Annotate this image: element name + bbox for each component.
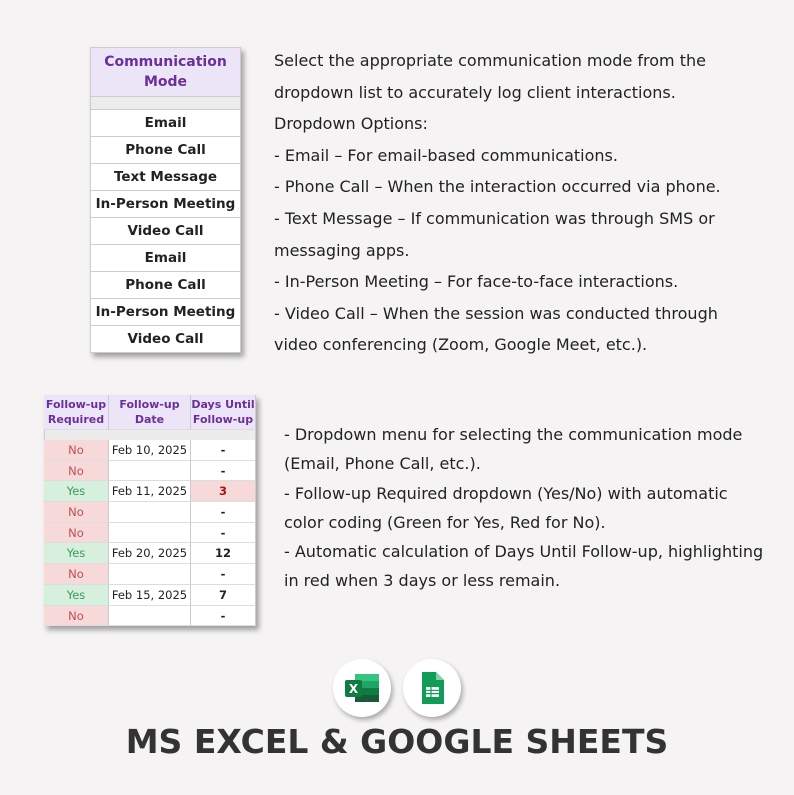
- text-line: - Email – For email-based communications.: [274, 145, 618, 165]
- days-until-cell: -: [191, 502, 256, 523]
- mode-cell[interactable]: Email: [90, 109, 241, 137]
- text-line: (Email, Phone Call, etc.).: [284, 454, 481, 474]
- text-line: - Video Call – When the session was conducted through: [274, 303, 718, 323]
- text-line: - Text Message – If communication was through SMS or: [274, 208, 715, 228]
- followup-required-cell[interactable]: No: [44, 606, 109, 627]
- days-until-cell: 7: [191, 585, 256, 606]
- followup-required-cell[interactable]: Yes: [44, 543, 109, 564]
- days-until-cell: -: [191, 564, 256, 585]
- text-line: dropdown list to accurately log client interactions.: [274, 82, 676, 102]
- followup-required-cell[interactable]: Yes: [44, 481, 109, 502]
- mode-cell[interactable]: Text Message: [90, 164, 241, 191]
- table-row: [44, 440, 256, 461]
- table-row: [44, 606, 256, 627]
- spacer-row: [44, 430, 256, 440]
- header-days-until: Days Until Follow-up: [191, 395, 256, 430]
- page-title: MS EXCEL & GOOGLE SHEETS: [125, 722, 669, 761]
- followup-required-cell[interactable]: No: [44, 502, 109, 523]
- features-description: [284, 420, 763, 596]
- text-line: video conferencing (Zoom, Google Meet, etc.).: [274, 335, 648, 355]
- mode-description: [274, 45, 721, 361]
- followup-table: [44, 395, 256, 626]
- followup-date-cell[interactable]: Feb 10, 2025: [109, 440, 191, 461]
- google-sheets-icon: [403, 659, 461, 717]
- table-row: [44, 461, 256, 482]
- header-followup-required: Follow-up Required: [44, 395, 109, 430]
- header-followup-date: Follow-up Date: [109, 395, 191, 430]
- mode-cell[interactable]: Phone Call: [90, 137, 241, 164]
- table-row: [44, 481, 256, 502]
- days-until-cell: -: [191, 461, 256, 482]
- followup-date-cell[interactable]: [109, 461, 191, 482]
- days-until-cell: -: [191, 606, 256, 627]
- text-line: - Follow-up Required dropdown (Yes/No) with automatic: [284, 483, 728, 503]
- days-until-cell: -: [191, 523, 256, 544]
- text-line: - Dropdown menu for selecting the communication mode: [284, 425, 743, 444]
- followup-date-cell[interactable]: Feb 15, 2025: [109, 585, 191, 606]
- excel-letter: X: [348, 682, 359, 696]
- text-line: - Automatic calculation of Days Until Follow-up, highlighting: [284, 542, 764, 562]
- days-until-cell: -: [191, 440, 256, 461]
- mode-cell[interactable]: In-Person Meeting: [90, 191, 241, 218]
- followup-date-cell[interactable]: [109, 502, 191, 523]
- mode-cell[interactable]: Email: [90, 245, 241, 272]
- followup-required-cell[interactable]: Yes: [44, 585, 109, 606]
- spacer-row: [90, 97, 241, 109]
- mode-cell[interactable]: Phone Call: [90, 272, 241, 299]
- text-line: messaging apps.: [274, 240, 410, 260]
- table-row: [44, 564, 256, 585]
- text-line: in red when 3 days or less remain.: [284, 571, 561, 591]
- followup-date-cell[interactable]: [109, 606, 191, 627]
- followup-required-cell[interactable]: No: [44, 440, 109, 461]
- table-row: [44, 502, 256, 523]
- text-line: color coding (Green for Yes, Red for No).: [284, 512, 606, 532]
- days-until-cell: 12: [191, 543, 256, 564]
- followup-date-cell[interactable]: [109, 523, 191, 544]
- excel-icon: [333, 659, 391, 717]
- table-row: [44, 585, 256, 606]
- followup-required-cell[interactable]: No: [44, 564, 109, 585]
- table-row: [44, 543, 256, 564]
- column-header: Communication Mode: [90, 47, 241, 97]
- followup-date-cell[interactable]: Feb 20, 2025: [109, 543, 191, 564]
- days-until-cell: 3: [191, 481, 256, 502]
- followup-date-cell[interactable]: Feb 11, 2025: [109, 481, 191, 502]
- text-line: Dropdown Options:: [274, 114, 428, 134]
- followup-date-cell[interactable]: [109, 564, 191, 585]
- text-line: - Phone Call – When the interaction occurred via phone.: [274, 177, 721, 197]
- text-line: Select the appropriate communication mode from the: [274, 51, 706, 70]
- mode-cell[interactable]: In-Person Meeting: [90, 299, 241, 326]
- text-line: - In-Person Meeting – For face-to-face interactions.: [274, 272, 679, 292]
- mode-cell[interactable]: Video Call: [90, 326, 241, 353]
- communication-mode-table: [90, 47, 241, 353]
- followup-required-cell[interactable]: No: [44, 461, 109, 482]
- table-row: [44, 523, 256, 544]
- followup-required-cell[interactable]: No: [44, 523, 109, 544]
- mode-cell[interactable]: Video Call: [90, 218, 241, 245]
